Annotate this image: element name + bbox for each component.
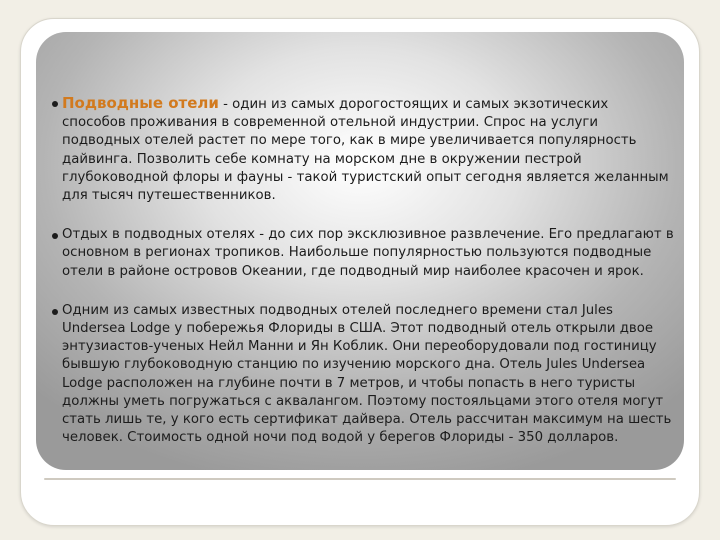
frame-divider [44,478,676,480]
paragraph-1-lead: Подводные отели [62,94,219,112]
paragraph-1 [56,94,676,205]
paragraph-2 [56,226,676,281]
content-panel [36,32,684,470]
bullet-icon [52,309,58,315]
bullet-icon [52,233,58,239]
bullet-icon [52,101,58,107]
paragraph-3 [56,302,676,448]
paragraph-1-text: - один из самых дорогостоящих и самых экзотических способов проживания в современной отельной индустрии. Спрос на услуги подводных отелей растет по мере того, как в мире увеличивается популярность дайвинга. Позволить себе комнату на морском дне в окружении пестрой глубоководной флоры и фауны - такой туристский опыт сегодня является желанным для тысяч путешественников. [62,97,669,204]
paragraph-2-text: Отдых в подводных отелях - до сих пор эксклюзивное развлечение. Его предлагают в основном в регионах тропиков. Наибольше популярностью пользуются подводные отели в районе островов Океании, где подводный мир наиболее красочен и ярок. [62,227,674,279]
paragraph-3-text: Одним из самых известных подводных отелей последнего времени стал Jules Undersea Lodge у побережья Флориды в США. Этот подводный отель открыли двое энтузиастов-ученых Нейл Манни и Ян Коблик. Они переоборудовали под гостиницу бывшую глубоководную станцию по изучению морского дна. Отель Jules Undersea Lodge расположен на глубине почти в 7 метров, и чтобы попасть в него туристы должны уметь погружаться с аквалангом. Поэтому постояльцами этого отеля могут стать лишь те, у кого есть сертификат дайвера. Отель рассчитан максимум на шесть человек. Стоимость одной ночи под водой у берегов Флориды - 350 долларов. [62,302,672,446]
slide-body [56,94,676,468]
